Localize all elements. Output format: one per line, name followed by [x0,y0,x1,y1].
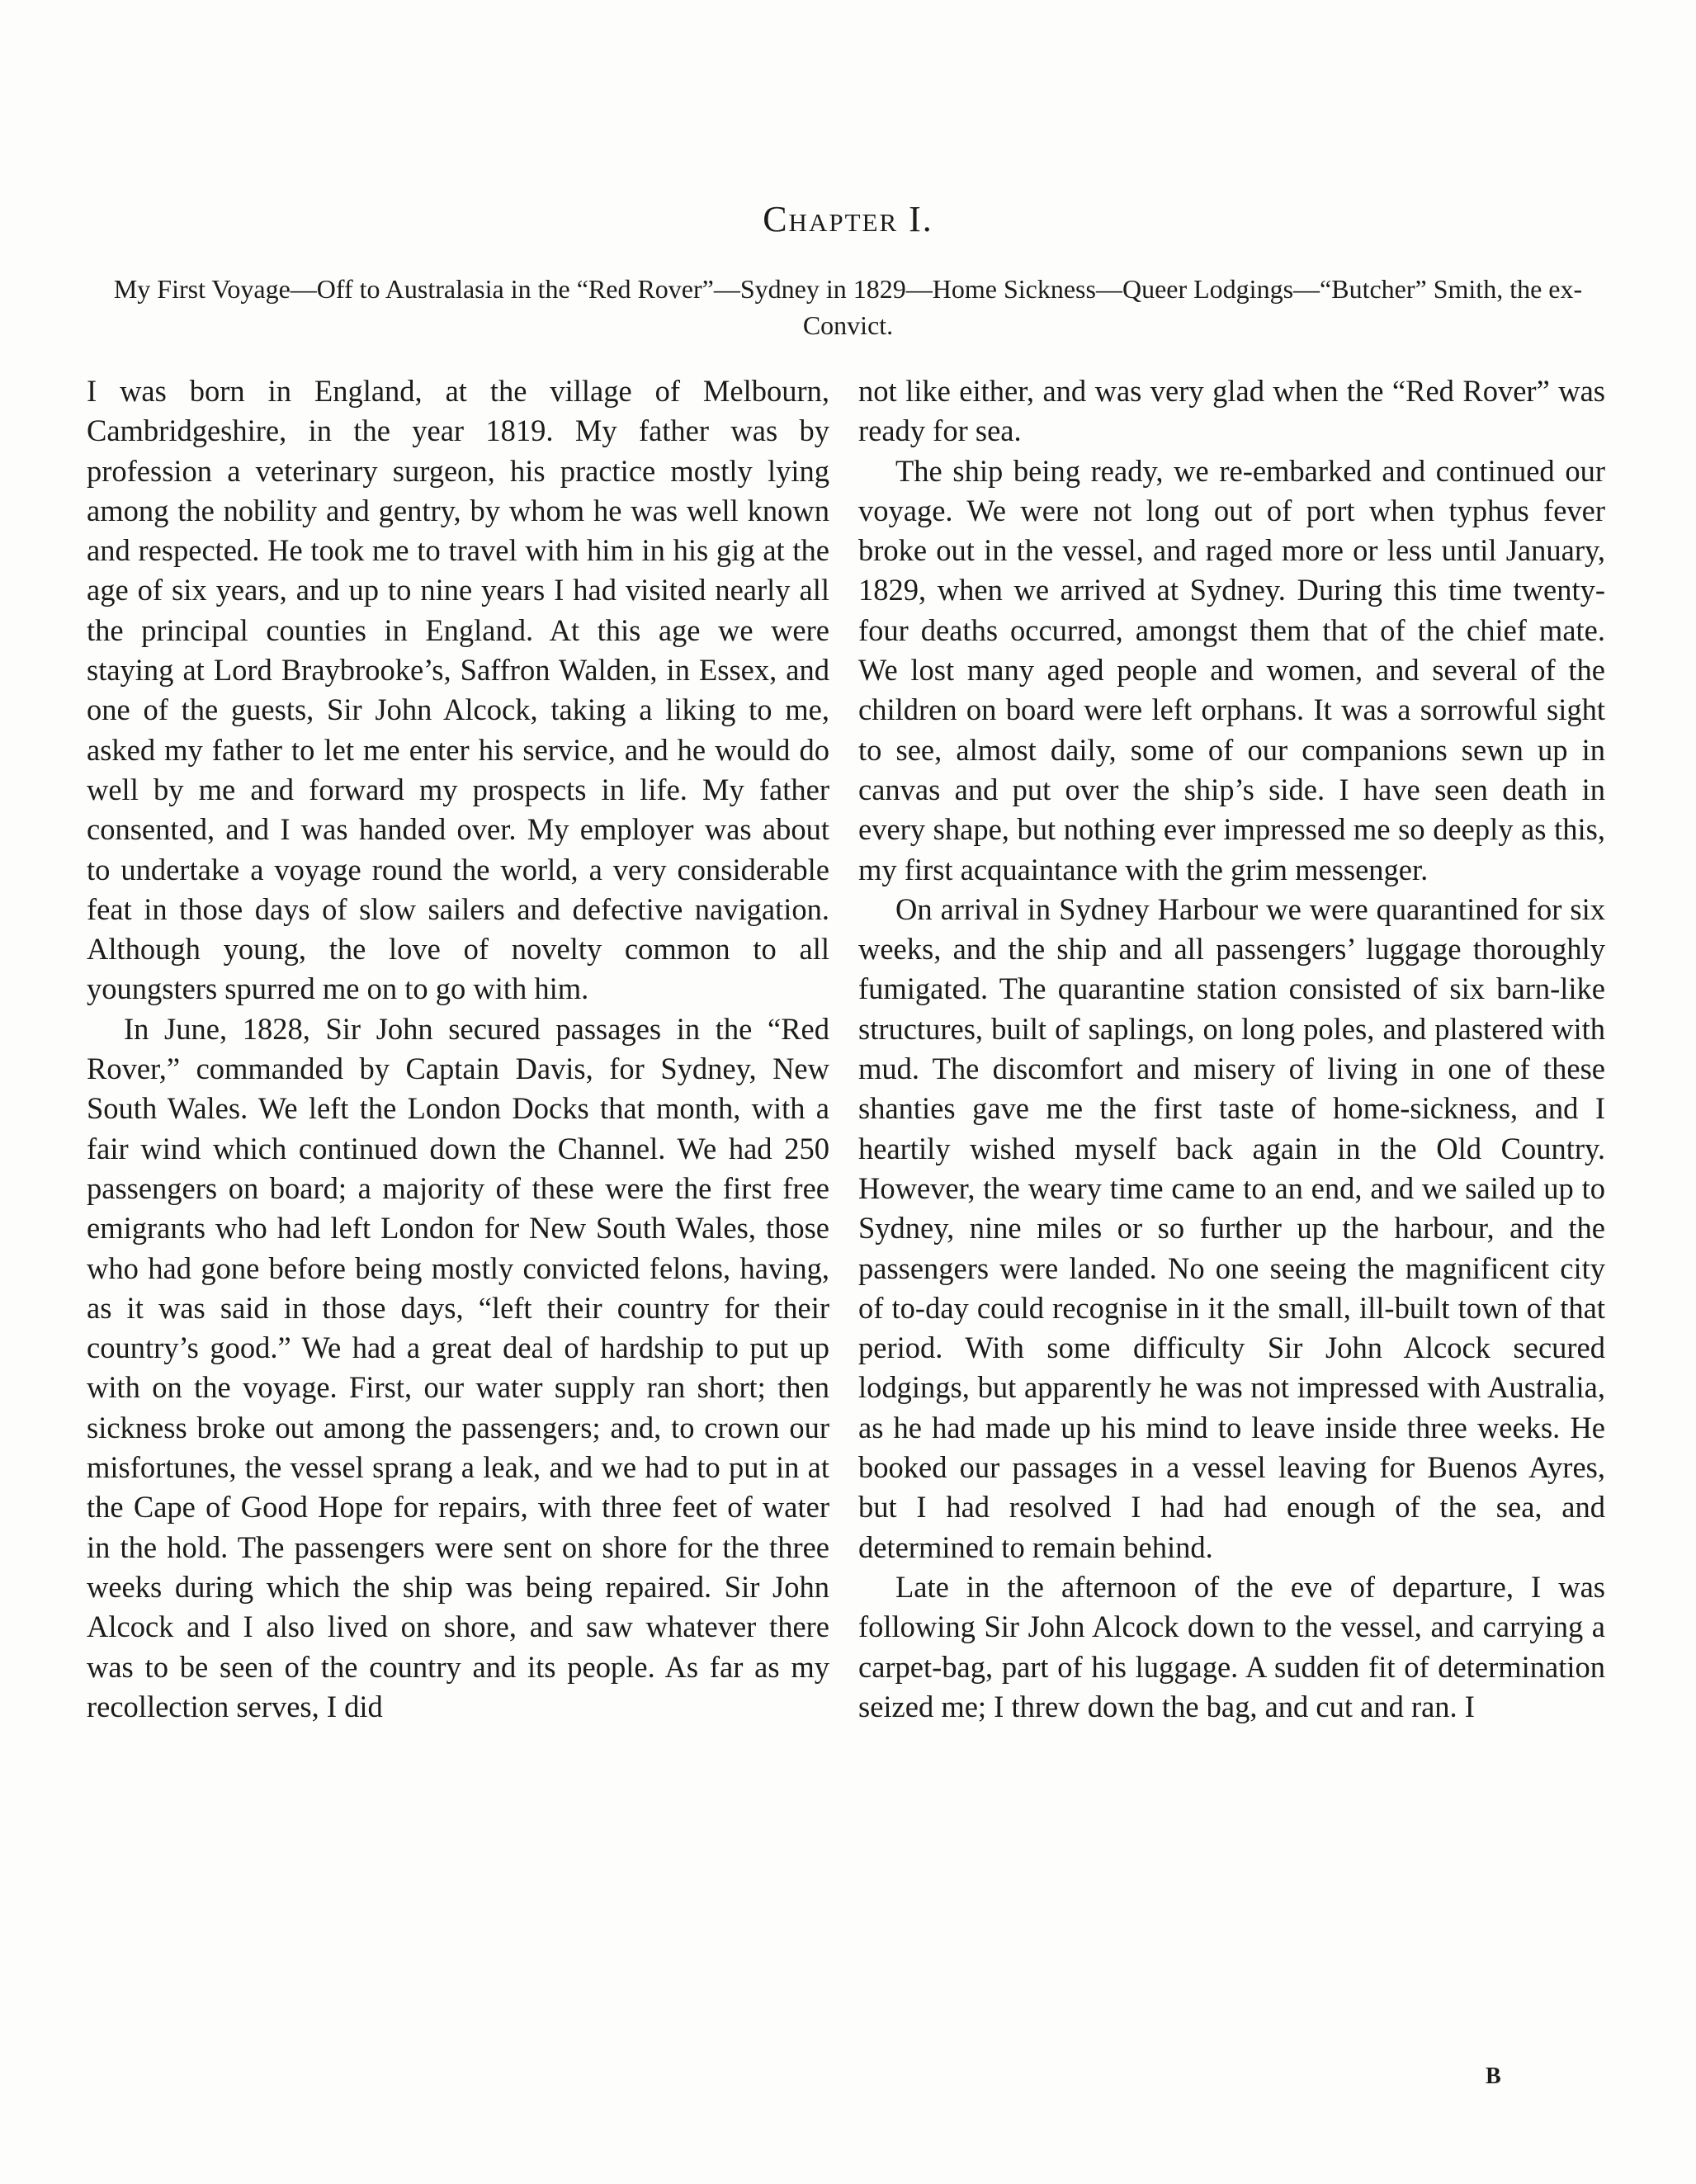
paragraph-1: I was born in England, at the village of Melbourn, Cambridgeshire, in the year 1819. My father was by profession a veterinary surgeon, his practice mostly lying among the nobility and gentry, by whom he was well known and respected. He took me to travel with him in his gig at the age of six years, and up to nine years I had visited nearly all the principal counties in England. At this age we were staying at Lord Braybrooke’s, Saffron Walden, in Essex, and one of the guests, Sir John Alcock, taking a liking to me, asked my father to let me enter his service, and he would do well by me and forward my prospects in life. My father consented, and I was handed over. My employer was about to undertake a voyage round the world, a very considerable feat in those days of slow sailers and defective navigation. Although young, the love of novelty common to all youngsters spurred me on to go with him. [87,374,829,1006]
paragraph-continued: not like either, and was very glad when the “Red Rover” was ready for sea. [858,374,1605,448]
paragraph-5: Late in the afternoon of the eve of departure, I was following Sir John Alcock down to the vessel, and carrying a carpet-bag, part of his luggage. A sudden fit of determination seized me; I threw down the bag, and cut and ran. I [858,1569,1605,1723]
paragraph-2: In June, 1828, Sir John secured passages in the “Red Rover,” commanded by Captain Davis, for Sydney, New South Wales. We left the London Docks that month, with a fair wind which continued down the Channel. We had 250 passengers on board; a majority of these were the first free emigrants who had left London for New South Wales, those who had gone before being mostly convicted felons, having, as it was said in those days, “left their country for their country’s good.” We had a great deal of hardship to put up with on the voyage. First, our water supply ran short; then sickness broke out among the passengers; and, to crown our misfortunes, the vessel sprang a leak, and we had to put in at the Cape of Good Hope for repairs, with three feet of water in the hold. The passengers were sent on shore for the three weeks during which the ship was being repaired. Sir John Alcock and I also lived on shore, and saw whatever there was to be seen of the country and its people. As far as my recollection serves, I did [87,1011,829,1723]
signature-mark: B [1486,2063,1501,2089]
paragraph-4: On arrival in Sydney Harbour we were quarantined for six weeks, and the ship and all passengers’ luggage thoroughly fumigated. The quarantine station consisted of six barn-like structures, built of saplings, on long poles, and plastered with mud. The discomfort and misery of living in one of these shanties gave me the first taste of home-sickness, and I heartily wished myself back again in the Old Country. However, the weary time came to an end, and we sailed up to Sydney, nine miles or so further up the harbour, and the passengers were landed. No one seeing the magnificent city of to-day could recognise in it the small, ill-built town of that period. With some difficulty Sir John Alcock secured lodgings, but apparently he was not impressed with Australia, as he had made up his mind to leave inside three weeks. He booked our passages in a vessel leaving for Buenos Ayres, but I had resolved I had had enough of the sea, and determined to remain behind. [858,891,1605,1564]
left-column [87,371,829,1727]
paragraph-3: The ship being ready, we re-embarked and continued our voyage. We were not long out of port when typhus fever broke out in the vessel, and raged more or less until January, 1829, when we arrived at Sydney. During this time twenty-four deaths occurred, amongst them that of the chief mate. We lost many aged people and women, and several of the children on board were left orphans. It was a sorrowful sight to see, almost daily, some of our companions sewn up in canvas and put over the ship’s side. I have seen death in every shape, but nothing ever impressed me so deeply as this, my first acquaintance with the grim messenger. [858,453,1605,886]
right-column [858,371,1605,1727]
chapter-subtitle: My First Voyage—Off to Australasia in the “Red Rover”—Sydney in 1829—Home Sickness—Queer Lodgings—“Butcher” Smith, the ex-Convict. [113,274,1583,340]
chapter-title: Chapter I. [763,199,933,239]
